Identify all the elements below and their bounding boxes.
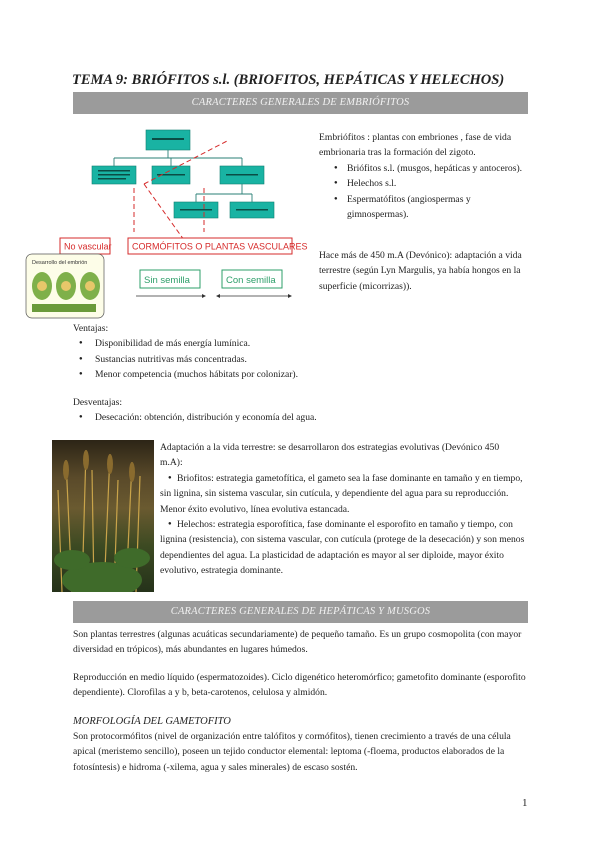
reproduccion-paragraph: Reproducción en medio líquido (espermatozoides). Ciclo digenético heteromórfico; gametofito dominante (esporofito dependiente). Clorofilas a y b, beta-carotenos, celulosa y almidón. (73, 672, 526, 699)
list-item: ● Briofitos: estrategia gametofítica, el gameto sea la fase dominante en tamaño y en tiempo, sin lignina, sin sistema vascular, sin cutícula, y dependiente del agua para su reproducción. Menor éxito evolutivo, línea evolutiva estancada. (160, 471, 530, 517)
adaptacion-intro-2: m.A): (160, 457, 183, 469)
terrestres-paragraph: Son plantas terrestres (algunas acuáticas secundariamente) de pequeño tamaño. Es un grupo cosmopolita (con mayor diversidad en trópicos), más abundantes en lugares húmedos. (73, 629, 522, 656)
morfologia-heading: MORFOLOGÍA DEL GAMETOFITO (73, 716, 231, 727)
no-vascular-label: No vascular (64, 241, 112, 252)
list-item: ● Desecación: obtención, distribución y economía del agua. (73, 410, 533, 425)
adaptacion-block (160, 440, 530, 579)
adaptacion-intro-1: Adaptación a la vida terrestre: se desarrollaron dos estrategias evolutivas (Devónico 450 (160, 442, 500, 453)
list-item: ● Menor competencia (muchos hábitats por colonizar). (73, 367, 533, 382)
list-item: ● Sustancias nutritivas más concentradas. (73, 352, 533, 367)
ventajas-block (73, 321, 533, 383)
embryo-figures (32, 272, 100, 312)
cormofitos-label: CORMÓFITOS O PLANTAS VASCULARES (132, 241, 308, 252)
section-header-hepaticas: CARACTERES GENERALES DE HEPÁTICAS Y MUSGOS (73, 601, 528, 623)
section-header-embriofitos: CARACTERES GENERALES DE EMBRIÓFITOS (73, 92, 528, 114)
diagram-svg (24, 124, 318, 320)
list-item: ● Helechos s.l. (319, 176, 534, 191)
plant-photo-illustration (52, 440, 154, 592)
document-title: TEMA 9: BRIÓFITOS s.l. (BRIOFITOS, HEPÁTICAS Y HELECHOS) (72, 72, 505, 88)
list-item: ● Helechos: estrategia esporofítica, fase dominante el esporofito en tamaño y tiempo, con lignina (resistencia), con sistema vascular, con cutícula (protege de la desecación) y son menos dependientes del agua. La plasticidad de adaptación es mayor al ser diploide, mayor éxito evolutivo, estrategia dominante. (160, 517, 530, 579)
embryo-development-label: Desarrollo del embrión (32, 260, 88, 266)
sin-semilla-label: Sin semilla (144, 275, 190, 286)
desventajas-block (73, 395, 533, 426)
embriofitos-text (319, 130, 534, 222)
con-semilla-label: Con semilla (226, 275, 276, 286)
ventajas-label: Ventajas: (73, 323, 109, 334)
embriofitos-intro: Embriófitos : plantas con embriones , fase de vida embrionaria tras la formación del zigoto. (319, 132, 512, 159)
morfologia-paragraph: Son protocormófitos (nivel de organización entre talófitos y cormófitos), tienen crecimiento a través de una célula apical (meristemo sencillo), poseen un tejido conductor elemental: leptoma (-floema, productos elaborados de la fotosíntesis) e hidroma (-xilema, agua y sales minerales) de escaso sostén. (73, 731, 511, 773)
embryophyte-classification-diagram (24, 124, 318, 320)
plant-photo (52, 440, 154, 592)
list-item: ● Disponibilidad de más energía lumínica. (73, 336, 533, 351)
hace-mas-paragraph: Hace más de 450 m.A (Devónico): adaptación a vida terrestre (según Lyn Margulis, ya había hongos en la superficie (micorrizas)). (319, 250, 522, 292)
list-item: ● Espermatófitos (angiospermas y gimnospermas). (319, 192, 534, 223)
desventajas-label: Desventajas: (73, 397, 123, 408)
list-item: ● Briófitos s.l. (musgos, hepáticas y antoceros). (319, 161, 534, 176)
page-number: 1 (522, 797, 528, 809)
